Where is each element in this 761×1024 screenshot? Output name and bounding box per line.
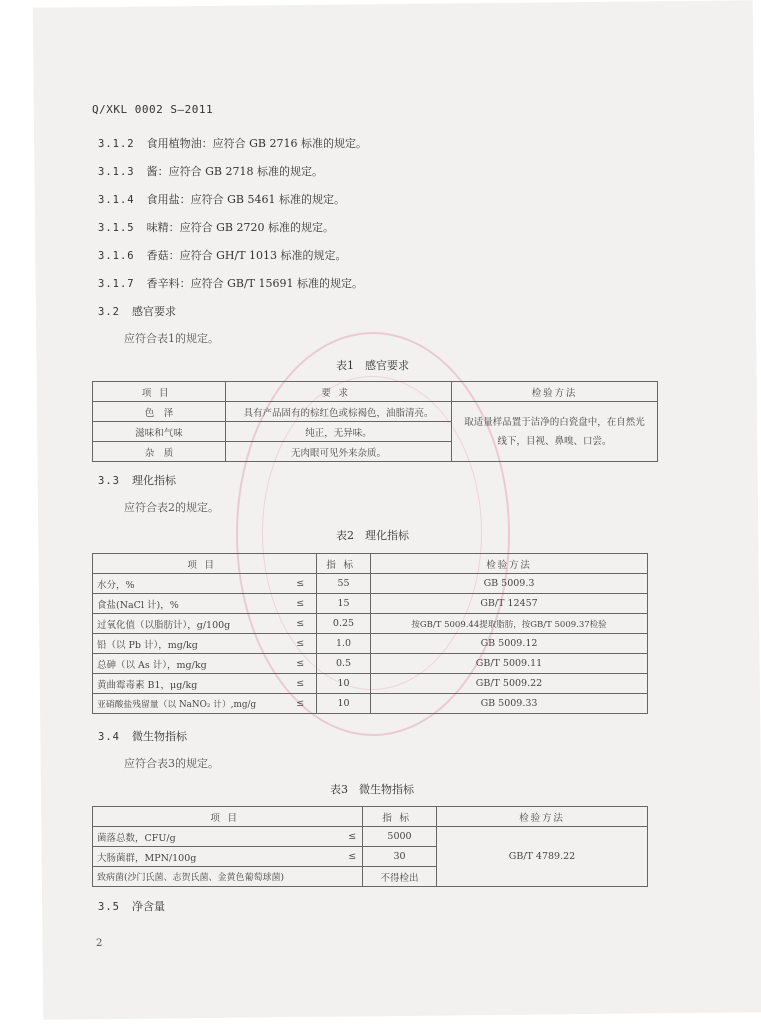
col-header-value: 指标 [363,807,437,827]
table-row [93,694,648,714]
cell-item: 过氧化值（以脂肪计），g/100g [93,614,285,634]
cell-item: 滋味和气味 [93,422,226,442]
table2-physicochemical [92,553,648,714]
col-header-method: 检验方法 [371,554,648,574]
cell-method: 按GB/T 5009.44提取脂肪，按GB/T 5009.37检验 [371,614,648,634]
cell-item: 黄曲霉毒素 B1，μg/kg [93,674,285,694]
table-row [93,654,648,674]
section-3-3-note: 应符合表2的规定。 [124,501,219,514]
cell-value: 30 [363,847,437,867]
standard-code-header: Q/XKL 0002 S—2011 [92,103,214,116]
cell-value: 0.5 [317,654,371,674]
cell-method: GB/T 4789.22 [437,827,648,887]
cell-item: 铅（以 Pb 计），mg/kg [93,634,285,654]
cell-op: ≤ [285,594,317,614]
section-3-4-heading: 3.4 微生物指标 [98,730,187,743]
table1-sensory [92,381,658,462]
section-3-3-heading: 3.3 理化指标 [98,474,176,487]
clause-3-1-4: 3.1.4 食用盐：应符合 GB 5461 标准的规定。 [98,193,345,206]
cell-method: GB 5009.33 [371,694,648,714]
cell-value: 15 [317,594,371,614]
cell-requirement: 具有产品固有的棕红色或棕褐色，油脂清亮。 [226,402,452,422]
col-header-value: 指标 [317,554,371,574]
clause-3-1-2: 3.1.2 食用植物油：应符合 GB 2716 标准的规定。 [98,137,367,150]
col-header-item: 项目 [93,554,317,574]
cell-value: 10 [317,694,371,714]
table1-caption: 表1 感官要求 [336,359,409,372]
cell-method: GB/T 5009.11 [371,654,648,674]
cell-op: ≤ [285,674,317,694]
table-row [93,674,648,694]
table-row [93,594,648,614]
col-header-method: 检验方法 [437,807,648,827]
cell-item: 色 泽 [93,402,226,422]
cell-requirement: 无肉眼可见外来杂质。 [226,442,452,462]
section-3-2-note: 应符合表1的规定。 [124,332,219,345]
cell-value: 5000 [363,827,437,847]
cell-requirement: 纯正，无异味。 [226,422,452,442]
cell-op: ≤ [285,614,317,634]
col-header-item: 项目 [93,382,226,402]
page-number: 2 [96,938,103,949]
col-header-item: 项目 [93,807,363,827]
cell-method: GB 5009.12 [371,634,648,654]
cell-item: 致病菌(沙门氏菌、志贺氏菌、金黄色葡萄球菌) [93,867,343,887]
cell-value: 1.0 [317,634,371,654]
cell-item: 菌落总数，CFU/g [93,827,343,847]
table-header-row [93,382,658,402]
cell-op: ≤ [343,827,363,847]
table3-caption: 表3 微生物指标 [330,783,414,796]
cell-value: 0.25 [317,614,371,634]
cell-op: ≤ [343,847,363,867]
cell-item: 亚硝酸盐残留量（以 NaNO₂ 计）,mg/g [93,694,285,714]
col-header-requirement: 要求 [226,382,452,402]
cell-value: 不得检出 [363,867,437,887]
cell-item: 大肠菌群，MPN/100g [93,847,343,867]
cell-op [343,867,363,887]
cell-method: GB/T 12457 [371,594,648,614]
cell-value: 55 [317,574,371,594]
clause-3-1-3: 3.1.3 酱：应符合 GB 2718 标准的规定。 [98,165,323,178]
cell-method: 取适量样品置于洁净的白瓷盘中，在自然光线下，目视、鼻嗅、口尝。 [452,402,658,462]
cell-item: 食盐(NaCl 计)，% [93,594,285,614]
cell-item: 杂 质 [93,442,226,462]
cell-value: 10 [317,674,371,694]
section-3-2-heading: 3.2 感官要求 [98,305,176,318]
table-row [93,827,648,847]
cell-op: ≤ [285,654,317,674]
cell-item: 总砷（以 As 计），mg/kg [93,654,285,674]
clause-3-1-6: 3.1.6 香菇：应符合 GH/T 1013 标准的规定。 [98,249,347,262]
section-3-5-heading: 3.5 净含量 [98,900,165,913]
clause-3-1-5: 3.1.5 味精：应符合 GB 2720 标准的规定。 [98,221,334,234]
cell-item: 水分，% [93,574,285,594]
table-row [93,574,648,594]
cell-method: GB 5009.3 [371,574,648,594]
clause-3-1-7: 3.1.7 香辛料：应符合 GB/T 15691 标准的规定。 [98,277,364,290]
section-3-4-note: 应符合表3的规定。 [124,757,219,770]
table3-microbiological [92,806,648,887]
cell-method: GB/T 5009.22 [371,674,648,694]
table-row [93,634,648,654]
table-header-row [93,807,648,827]
table2-caption: 表2 理化指标 [336,529,409,542]
cell-op: ≤ [285,634,317,654]
cell-op: ≤ [285,694,317,714]
table-header-row [93,554,648,574]
cell-op: ≤ [285,574,317,594]
col-header-method: 检验方法 [452,382,658,402]
table-row [93,402,658,422]
table-row [93,614,648,634]
